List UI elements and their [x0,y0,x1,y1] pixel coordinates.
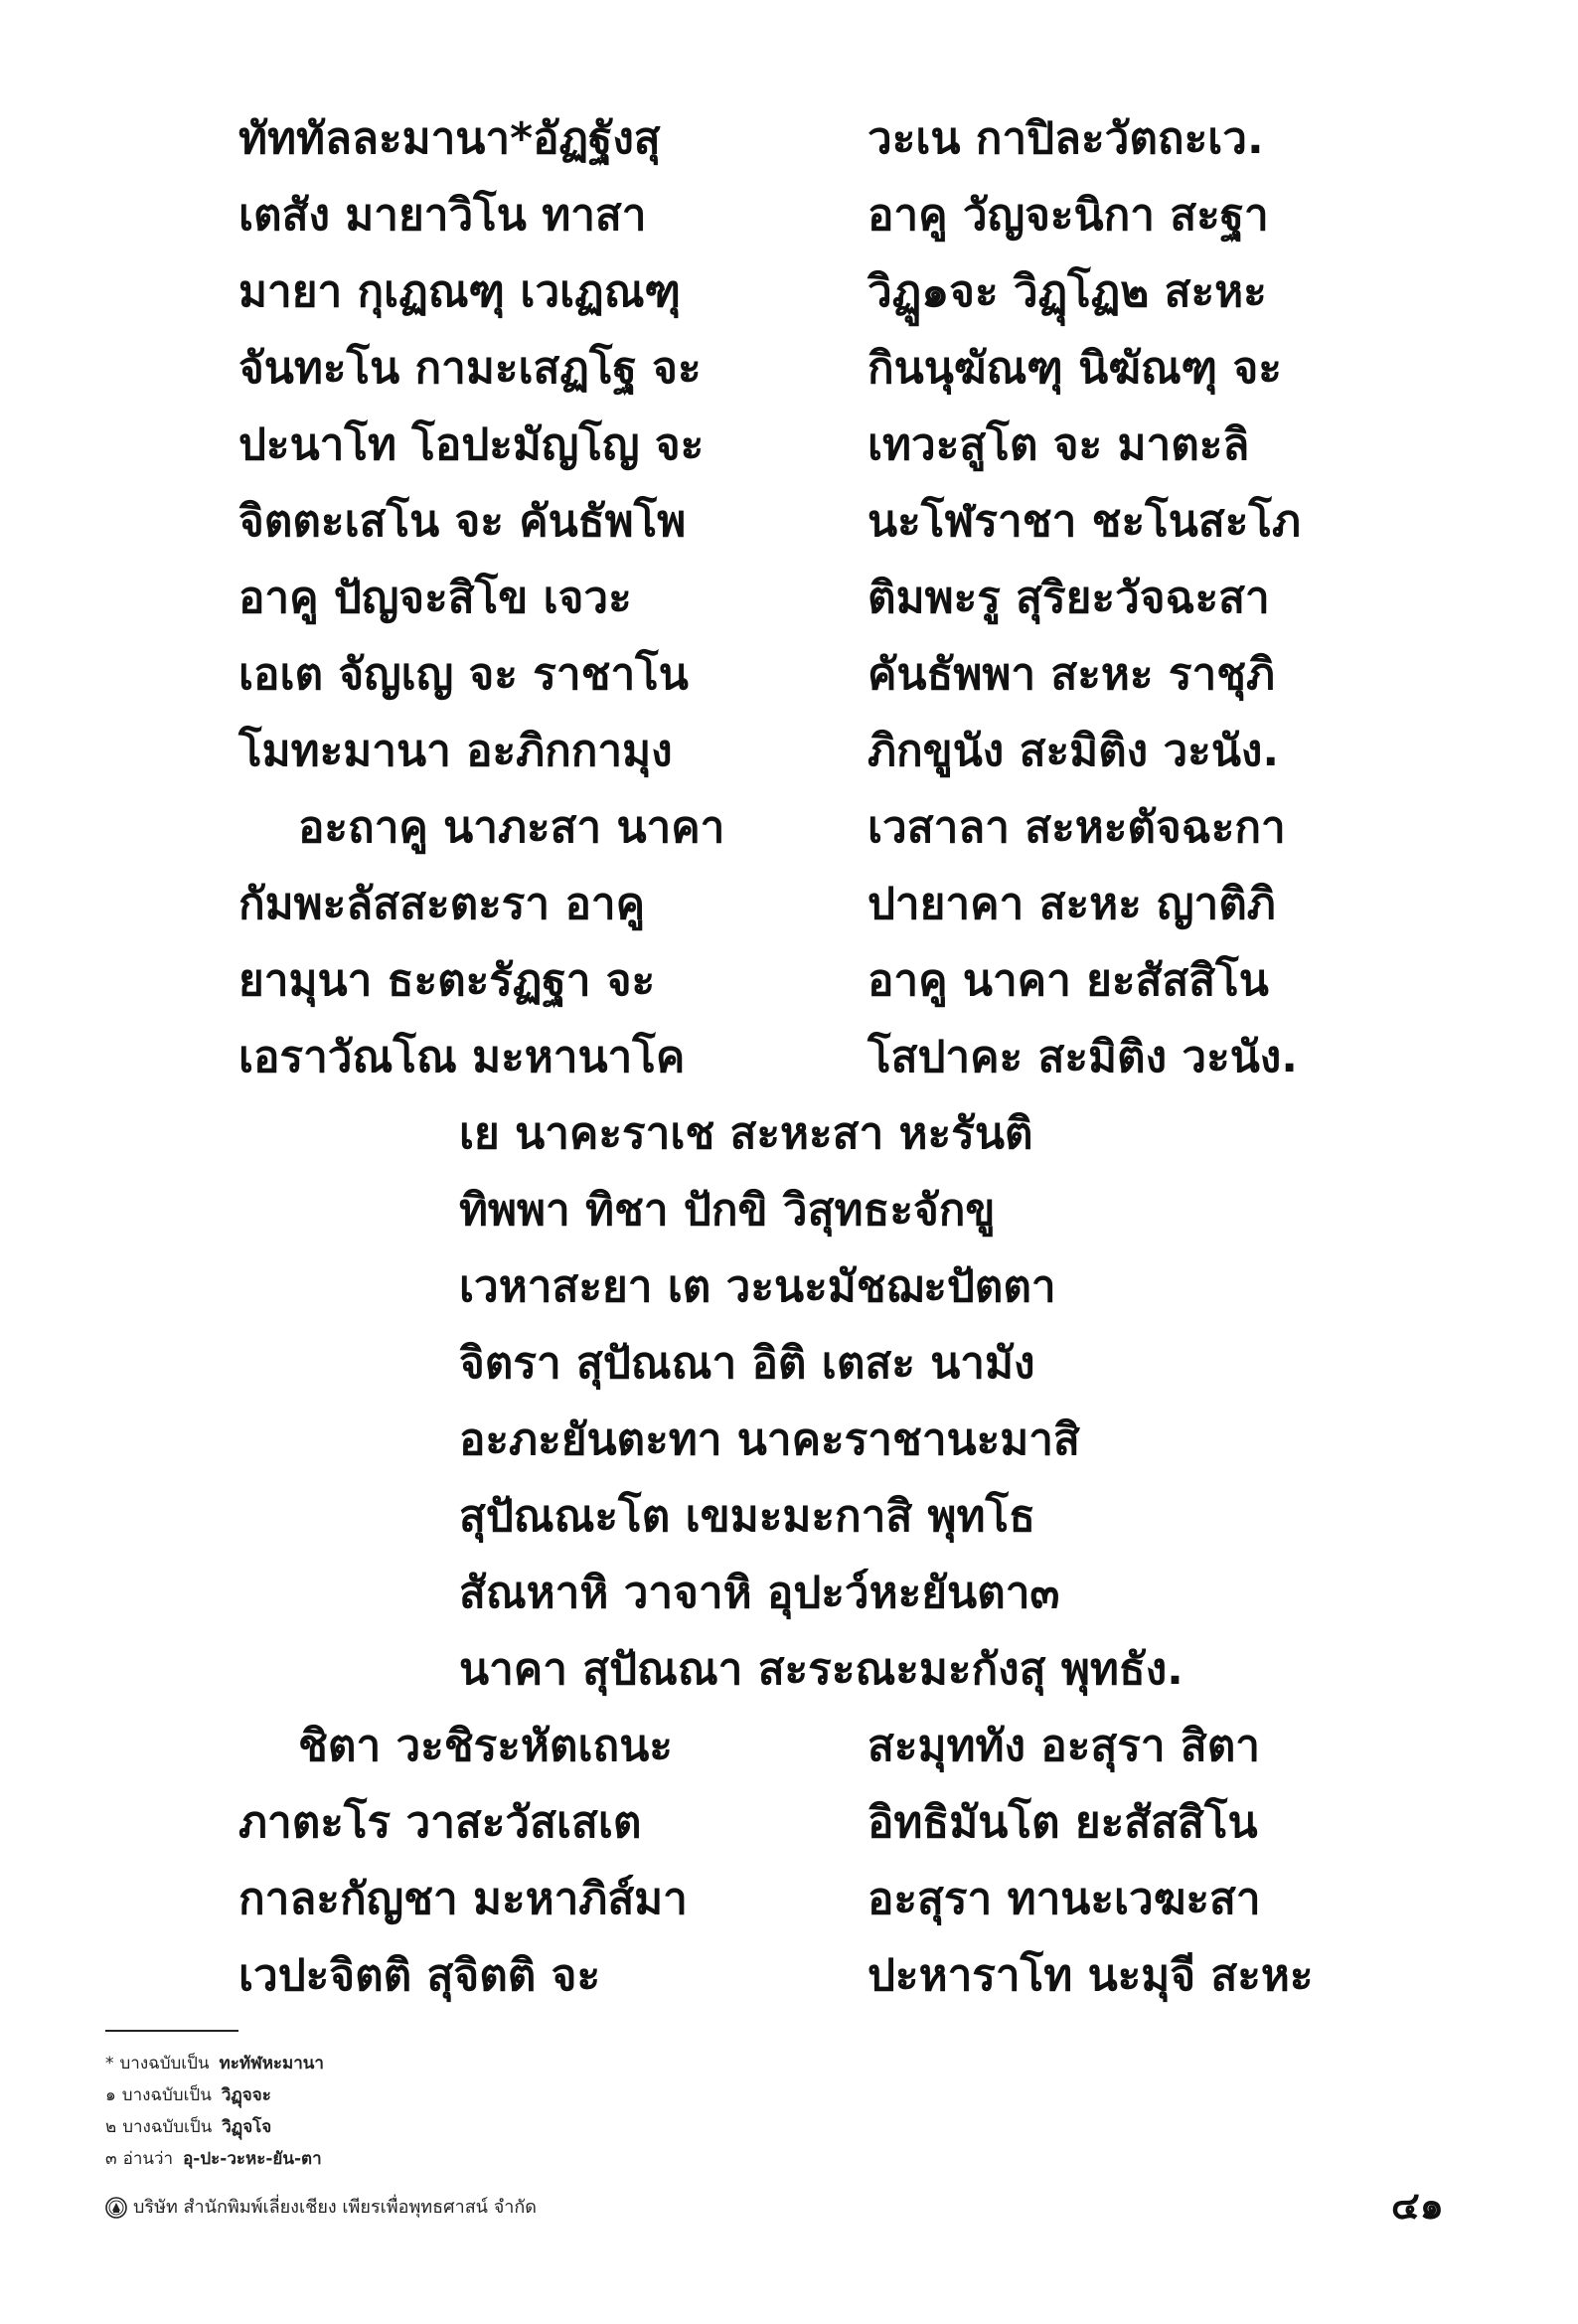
footnote-term: อุ-ปะ-วะหะ-ยัน-ตา [183,2149,322,2169]
verse-line-right: คันธัพพา สะหะ ราชุภิ [868,649,1276,700]
verse-line-right: อิทธิมันโต ยะสัสสิโน [868,1797,1258,1848]
verse-line-center: อะภะยันตะทา นาคะราชานะมาสิ [459,1414,1080,1465]
verse-line-right: อะสุรา ทานะเวฆะสา [868,1874,1261,1924]
footnote-text: บางฉบับเป็น [121,2085,212,2105]
verse-line-center: เย นาคะราเช สะหะสา หะรันติ [459,1108,1033,1159]
verse-line-left: ชิตา วะชิระหัตเถนะ [298,1721,673,1771]
verse-line-center: ทิพพา ทิชา ปักขิ วิสุทธะจักขู [459,1185,996,1236]
verse-line-center: สุปัณณะโต เขมะมะกาสิ พุทโธ [459,1491,1035,1542]
publisher-seal-icon [105,2197,127,2219]
footnote-term: ทะทัฬหะมานา [219,2054,324,2074]
verse-line-left: ทัททัลละมานา*อัฏฐังสุ [238,113,661,164]
verse-line-left: เอเต จัญเญ จะ ราชาโน [238,649,689,700]
verse-line-right: นะโฬราชา ชะโนสะโภ [868,496,1301,547]
footnote-mark: ๑ [105,2085,116,2105]
verse-line-right: ปะหาราโท นะมุจี สะหะ [868,1950,1314,2001]
footnote-mark: ๓ [105,2149,117,2169]
verse-line-right: เทวะสูโต จะ มาตะลิ [868,419,1250,470]
footnote-item [105,2052,324,2075]
verse-line-left: ภาตะโร วาสะวัสเสเต [238,1797,642,1848]
verse-line-left: ปะนาโท โอปะมัญโญ จะ [238,419,705,470]
footnote-text: อ่านว่า [122,2149,174,2169]
verse-line-center: สัณหาหิ วาจาหิ อุปะว์หะยันตา๓ [459,1568,1060,1618]
footnote-mark: * [105,2054,114,2074]
footnote-item [105,2115,271,2139]
footnote-term: วิฏุจโจ [222,2117,272,2137]
verse-line-left: จิตตะเสโน จะ คันธัพโพ [238,496,687,547]
verse-line-right: เวสาลา สะหะตัจฉะกา [868,802,1286,853]
footnote-term: วิฏุจจะ [221,2085,271,2105]
verse-line-left: อะถาคู นาภะสา นาคา [298,802,725,853]
verse-line-right: วิฏู๑จะ วิฏุโฏ๒ สะหะ [868,266,1267,317]
verse-line-right: กินนุฆัณฑุ นิฆัณฑุ จะ [868,343,1282,394]
verse-line-center: เวหาสะยา เต วะนะมัชฌะปัตตา [459,1261,1056,1312]
footnote-divider [105,2030,238,2032]
footnote-item [105,2147,322,2171]
verse-line-left: ยามุนา ธะตะรัฏฐา จะ [238,955,656,1006]
verse-line-right: ปายาคา สะหะ ญาติภิ [868,879,1276,929]
page-number: ๔๑ [1391,2184,1444,2228]
verse-line-left: อาคู ปัญจะสิโข เจวะ [238,573,632,623]
verse-line-left: จันทะโน กามะเสฏโฐ จะ [238,343,702,394]
verse-line-center: นาคา สุปัณณา สะระณะมะกังสุ พุทธัง. [459,1644,1184,1695]
verse-line-left: โมทะมานา อะภิกกามุง [238,726,673,776]
verse-line-right: วะเน กาปิละวัตถะเว. [868,113,1264,164]
verse-line-left: เอราวัณโณ มะหานาโค [238,1032,686,1082]
footnote-item [105,2083,271,2107]
footnote-text: บางฉบับเป็น [119,2054,210,2074]
verse-line-right: สะมุททัง อะสุรา สิตา [868,1721,1261,1771]
verse-line-left: เตสัง มายาวิโน ทาสา [238,190,647,241]
verse-line-right: โสปาคะ สะมิติง วะนัง. [868,1032,1298,1082]
publisher-name: บริษัท สำนักพิมพ์เลี่ยงเชียง เพียรเพื่อพุทธศาสน์ จำกัด [133,2197,537,2218]
verse-line-left: เวปะจิตติ สุจิตติ จะ [238,1950,601,2001]
verse-line-right: อาคู วัญจะนิกา สะฐา [868,190,1269,241]
verse-line-left: กัมพะลัสสะตะรา อาคู [238,879,646,929]
footnote-text: บางฉบับเป็น [122,2117,213,2137]
verse-line-right: อาคู นาคา ยะสัสสิโน [868,955,1269,1006]
footnote-mark: ๒ [105,2117,117,2137]
verse-line-left: กาละกัญชา มะหาภิส์มา [238,1874,688,1924]
verse-line-right: ติมพะรู สุริยะวัจฉะสา [868,573,1270,623]
verse-line-left: มายา กุเฏณฑุ เวเฏณฑุ [238,266,682,317]
verse-line-center: จิตรา สุปัณณา อิติ เตสะ นามัง [459,1338,1035,1389]
verse-line-right: ภิกขูนัง สะมิติง วะนัง. [868,726,1280,776]
